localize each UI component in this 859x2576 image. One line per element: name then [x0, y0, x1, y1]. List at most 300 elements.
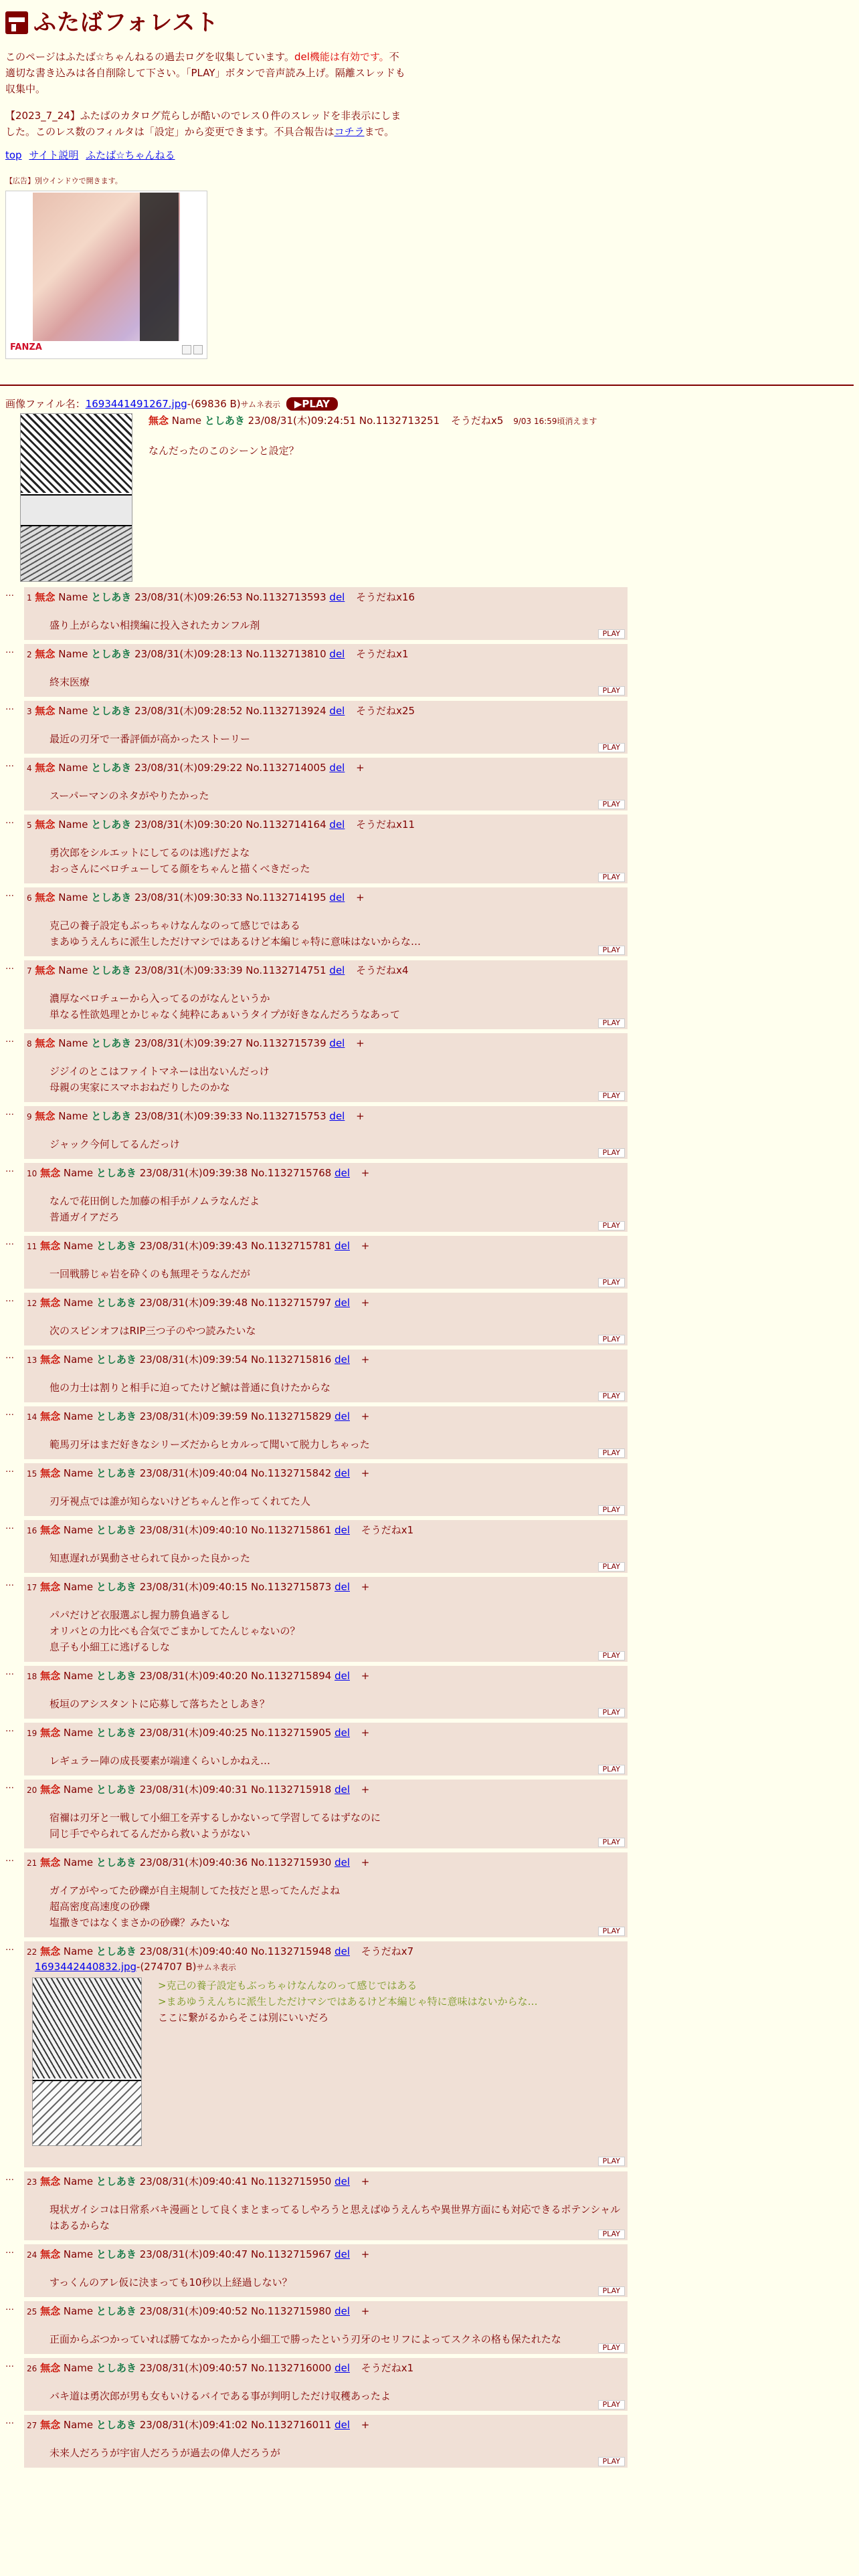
ad-close-icon[interactable]	[193, 345, 203, 354]
reply-quote-line: >まあゆうえんちに派生しただけマシではあるけど本編じゃ特に意味はないからな…	[158, 1996, 538, 2008]
reply-play-button[interactable]: PLAY	[598, 2230, 625, 2239]
op-file-link[interactable]: 1693441491267.jpg	[85, 397, 187, 410]
reply-del-link[interactable]: del	[335, 2419, 350, 2432]
reply-play-button[interactable]: PLAY	[598, 1148, 625, 1158]
reply-box	[24, 1106, 628, 1159]
reply-index: 4	[27, 764, 32, 774]
reply-sodane-button[interactable]: +	[356, 762, 365, 774]
reply-indent-marker: …	[5, 1465, 14, 1475]
reply-subject: 無念	[40, 2305, 61, 2318]
reply-name: としあき	[96, 1524, 136, 1537]
reply-name: としあき	[91, 891, 132, 904]
reply-play-button[interactable]: PLAY	[598, 1708, 625, 1717]
reply-sodane-button[interactable]: +	[361, 1410, 370, 1423]
reply-text-line: 終末医療	[50, 676, 90, 689]
op-file-label: 画像ファイル名：	[5, 397, 86, 410]
reply-thumb-panel-2	[33, 2080, 141, 2146]
reply-del-link[interactable]: del	[335, 1670, 350, 1683]
reply-number: No.1132714164	[246, 819, 326, 831]
reply-name: としあき	[96, 2248, 136, 2261]
op-file-line	[5, 397, 854, 412]
reply-header	[27, 1466, 625, 1481]
reply-text-line: 現状ガイシコは日常系バキ漫画として良くまとまってるしやろうと思えばゆうえんちや異世界方面にも対応できるポテンシャルはあるからな	[50, 2204, 621, 2232]
reply-play-button[interactable]: PLAY	[598, 1335, 625, 1344]
reply-number: No.1132715781	[250, 1240, 332, 1253]
op-thumbnail[interactable]	[20, 413, 132, 582]
reply-box	[24, 1406, 628, 1459]
reply	[5, 1463, 854, 1520]
reply-play-button[interactable]: PLAY	[598, 2457, 625, 2466]
reply-thumbnail[interactable]	[32, 1977, 142, 2146]
reply-datetime: 23/08/31(木)09:39:54	[139, 1354, 248, 1366]
reply-text	[50, 2388, 625, 2404]
reply-name: としあき	[91, 591, 132, 604]
op-thumb-panel-3	[21, 525, 132, 582]
reply-header	[27, 2174, 625, 2189]
reply-text	[50, 2445, 625, 2461]
reply-number: No.1132714751	[246, 964, 326, 977]
reply-box	[24, 1666, 628, 1719]
reply-del-link[interactable]: del	[329, 964, 345, 977]
reply-text-line: 克己の養子設定もぶっちゃけなんなのって感じではある	[50, 920, 300, 932]
reply-del-link[interactable]: del	[335, 1581, 350, 1594]
reply-del-link[interactable]: del	[335, 1945, 350, 1958]
reply-subject: 無念	[40, 1354, 61, 1366]
reply-play-button[interactable]: PLAY	[598, 1651, 625, 1660]
reply-del-link[interactable]: del	[335, 1410, 350, 1423]
op-play-button[interactable]: ▶PLAY	[286, 397, 338, 411]
reply-play-button[interactable]: PLAY	[598, 1278, 625, 1287]
reply-name-label: Name	[58, 891, 88, 904]
reply-del-link[interactable]: del	[335, 2248, 350, 2261]
reply-indent-marker: …	[5, 1578, 14, 1589]
reply-number: No.1132715753	[246, 1110, 326, 1123]
reply-subject: 無念	[35, 648, 56, 661]
reply-indent-marker: …	[5, 2416, 14, 2427]
reply-sodane-button[interactable]: +	[361, 2248, 370, 2261]
reply-del-link[interactable]: del	[329, 1037, 345, 1050]
reply-sodane-button[interactable]: そうだねx4	[356, 964, 409, 977]
reply-number: No.1132715797	[250, 1297, 332, 1309]
reply-box	[24, 1723, 628, 1776]
reply-box	[24, 2301, 628, 2354]
reply-text-line: レギュラー陣の成長要素が端達くらいしかねえ…	[50, 1755, 271, 1767]
reply	[5, 1577, 854, 1666]
reply-sodane-button[interactable]: +	[361, 1297, 370, 1309]
nav-link-top[interactable]: top	[5, 148, 22, 161]
reply-del-link[interactable]: del	[335, 1856, 350, 1869]
reply-index: 12	[27, 1299, 37, 1309]
reply-play-button[interactable]: PLAY	[598, 1221, 625, 1230]
reply-number: No.1132715739	[246, 1037, 326, 1050]
reply	[5, 587, 854, 644]
reply-list	[5, 587, 854, 2472]
reply-index: 20	[27, 1786, 37, 1796]
reply-name: としあき	[91, 1037, 132, 1050]
reply-index: 3	[27, 707, 32, 717]
reply-sodane-button[interactable]: そうだねx11	[356, 819, 415, 831]
op-name: としあき	[204, 415, 245, 427]
reply-name-label: Name	[58, 1110, 88, 1123]
reply-index: 21	[27, 1858, 37, 1868]
reply-number: No.1132715894	[250, 1670, 332, 1683]
reply-sodane-button[interactable]: +	[356, 1037, 365, 1050]
reply	[5, 887, 854, 960]
reply-index: 16	[27, 1526, 37, 1536]
reply-text-line: ジャック今何してるんだっけ	[50, 1138, 180, 1151]
reply-name: としあき	[96, 1856, 136, 1869]
reply-del-link[interactable]: del	[335, 1240, 350, 1253]
reply-indent-marker: …	[5, 1237, 14, 1248]
reply-name: としあき	[96, 2305, 136, 2318]
reply-sodane-button[interactable]: そうだねx1	[361, 2362, 414, 2375]
op-sodane-button[interactable]: そうだねx5	[451, 415, 504, 427]
reply-text	[50, 1266, 625, 1282]
reply-del-link[interactable]: del	[335, 2305, 350, 2318]
reply-sodane-button[interactable]: +	[361, 1581, 370, 1594]
reply-indent-marker: …	[5, 1943, 14, 1953]
reply-sodane-button[interactable]: そうだねx1	[361, 1524, 414, 1537]
reply-box	[24, 587, 628, 640]
reply-datetime: 23/08/31(木)09:30:33	[134, 891, 243, 904]
reply-header	[27, 817, 625, 833]
reply-datetime: 23/08/31(木)09:40:15	[139, 1581, 248, 1594]
reply-datetime: 23/08/31(木)09:40:41	[139, 2175, 248, 2188]
reply-text	[50, 1136, 625, 1152]
reply-del-link[interactable]: del	[335, 2362, 350, 2375]
reply-number: No.1132715842	[250, 1467, 332, 1480]
reply	[5, 1780, 854, 1852]
reply-name: としあき	[96, 1297, 136, 1309]
reply-text-line: 母親の実家にスマホおねだりしたのかな	[50, 1081, 230, 1094]
reply-datetime: 23/08/31(木)09:40:04	[139, 1467, 248, 1480]
reply-play-button[interactable]: PLAY	[598, 1562, 625, 1572]
reply	[5, 2244, 854, 2301]
reply-text-line: 刃牙視点では誰が知らないけどちゃんと作ってくれてた人	[50, 1495, 311, 1508]
reply-name: としあき	[96, 1354, 136, 1366]
reply-del-link[interactable]: del	[335, 1467, 350, 1480]
reply-indent-marker: …	[5, 702, 14, 713]
reply-play-button[interactable]: PLAY	[598, 1091, 625, 1101]
reply-datetime: 23/08/31(木)09:41:02	[139, 2419, 248, 2432]
reply-indent-marker: …	[5, 1164, 14, 1175]
reply-play-button[interactable]: PLAY	[598, 1505, 625, 1515]
reply	[5, 1293, 854, 1350]
reply-sodane-button[interactable]: そうだねx16	[356, 591, 415, 604]
reply-name-label: Name	[63, 1410, 94, 1423]
op-body	[149, 413, 597, 582]
reply-datetime: 23/08/31(木)09:40:36	[139, 1856, 248, 1869]
reply-name-label: Name	[63, 1240, 94, 1253]
reply-sodane-button[interactable]: +	[361, 2305, 370, 2318]
reply-number: No.1132716000	[250, 2362, 332, 2375]
reply-name-label: Name	[63, 1167, 94, 1180]
reply-sodane-button[interactable]: そうだねx7	[361, 1945, 414, 1958]
reply-text-line: 次のスピンオフはRIP三つ子のやつ読みたいな	[50, 1325, 256, 1337]
intro-text-1-red: del機能は有効です。	[294, 50, 389, 63]
reply-play-button[interactable]: PLAY	[598, 2286, 625, 2296]
reply-name: としあき	[91, 762, 132, 774]
reply-name: としあき	[96, 1784, 136, 1796]
reply-thumb-panel-1	[33, 1978, 141, 2078]
reply-header	[27, 1669, 625, 1684]
reply-number: No.1132714195	[246, 891, 326, 904]
reply-index: 10	[27, 1169, 37, 1179]
reply-text-line: 板垣のアシスタントに応募して落ちたとしあき？	[50, 1698, 270, 1711]
reply-play-button[interactable]: PLAY	[598, 1018, 625, 1028]
reply-header	[27, 1166, 625, 1181]
reply	[5, 1236, 854, 1293]
reply-indent-marker: …	[5, 816, 14, 827]
reply-del-link[interactable]: del	[335, 2175, 350, 2188]
reply-subject: 無念	[35, 762, 56, 774]
reply-number: No.1132715950	[250, 2175, 332, 2188]
reply-subject: 無念	[35, 891, 56, 904]
reply-subject: 無念	[40, 1856, 61, 1869]
reply-subject: 無念	[40, 1581, 61, 1594]
reply-subject: 無念	[35, 1110, 56, 1123]
reply-del-link[interactable]: del	[329, 762, 345, 774]
reply-text	[50, 1607, 625, 1655]
ad-image-band	[140, 193, 179, 341]
reply-indent-marker: …	[5, 889, 14, 899]
reply-text-line: 他の力士は割りと相手に迫ってたけど鯱は普通に負けたからな	[50, 1382, 331, 1394]
reply-file-link[interactable]: 1693442440832.jpg	[35, 1961, 137, 1973]
reply-name-label: Name	[63, 2175, 94, 2188]
reply-del-link[interactable]: del	[335, 1354, 350, 1366]
site-header	[5, 5, 854, 41]
reply-datetime: 23/08/31(木)09:39:43	[139, 1240, 248, 1253]
reply	[5, 1520, 854, 1577]
reply-text-line: まあゆうえんちに派生しただけマシではあるけど本編じゃ特に意味はないからな…	[50, 936, 421, 948]
reply-header	[27, 890, 625, 905]
reply-del-link[interactable]: del	[329, 705, 345, 718]
reply-text	[50, 1193, 625, 1225]
reply-text-line: 普通ガイアだろ	[50, 1211, 120, 1224]
reply-play-button[interactable]: PLAY	[598, 629, 625, 639]
reply-header	[27, 760, 625, 776]
reply-name-label: Name	[58, 648, 88, 661]
reply-index: 27	[27, 2421, 37, 2431]
reply-sodane-button[interactable]: +	[361, 1784, 370, 1796]
reply-text-line: パパだけど衣服選ぶし握力勝負過ぎるし	[50, 1609, 231, 1622]
reply-box	[24, 1163, 628, 1232]
reply-box	[24, 1033, 628, 1102]
reply-index: 2	[27, 650, 32, 660]
reply-del-link[interactable]: del	[335, 1784, 350, 1796]
reply-name: としあき	[96, 1581, 136, 1594]
reply-play-button[interactable]: PLAY	[598, 2157, 625, 2166]
reply-header	[27, 2361, 625, 2376]
reply-datetime: 23/08/31(木)09:28:52	[134, 705, 243, 718]
reply-name: としあき	[96, 1727, 136, 1739]
reply	[5, 1350, 854, 1406]
reply-text-line: 範馬刃牙はまだ好きなシリーズだからヒカルって聞いて脱力しちゃった	[50, 1438, 370, 1451]
reply-sodane-button[interactable]: そうだねx25	[356, 705, 415, 718]
reply-text-line: 宿禰は刃牙と一戦して小細工を弄するしかないって学習してるはずなのに	[50, 1812, 381, 1824]
reply-text	[50, 1753, 625, 1769]
reply-play-button[interactable]: PLAY	[598, 1838, 625, 1847]
reply-indent-marker: …	[5, 1781, 14, 1792]
reply-name-label: Name	[63, 1784, 94, 1796]
reply-text	[50, 617, 625, 633]
reply-index: 19	[27, 1729, 37, 1739]
reply-del-link[interactable]: del	[329, 819, 345, 831]
reply-text-line: バキ道は勇次郎が男も女もいけるバイである事が判明しただけ収穫あったよ	[50, 2390, 391, 2403]
reply-name: としあき	[96, 2175, 136, 2188]
reply-del-link[interactable]: del	[335, 1167, 350, 1180]
reply-name-label: Name	[58, 1037, 88, 1050]
reply-play-button[interactable]: PLAY	[598, 2400, 625, 2409]
reply-number: No.1132715816	[250, 1354, 332, 1366]
reply-number: No.1132715861	[250, 1524, 332, 1537]
reply-number: No.1132715980	[250, 2305, 332, 2318]
reply-index: 7	[27, 966, 32, 976]
reply-play-button[interactable]: PLAY	[598, 800, 625, 809]
reply-indent-marker: …	[5, 1667, 14, 1678]
reply-name-label: Name	[58, 964, 88, 977]
reply-subject: 無念	[35, 819, 56, 831]
op-play-label: PLAY	[302, 398, 330, 411]
reply-sodane-button[interactable]: +	[361, 1240, 370, 1253]
reply-play-button[interactable]: PLAY	[598, 2343, 625, 2353]
reply-datetime: 23/08/31(木)09:28:13	[134, 648, 243, 661]
reply-datetime: 23/08/31(木)09:39:33	[134, 1110, 243, 1123]
reply-subject: 無念	[40, 1784, 61, 1796]
reply	[5, 815, 854, 887]
reply-name-label: Name	[63, 2248, 94, 2261]
reply-text-line: 知恵遅れが異動させられて良かった良かった	[50, 1552, 251, 1565]
reply-name: としあき	[96, 2362, 136, 2375]
reply-sodane-button[interactable]: +	[361, 1670, 370, 1683]
reply	[5, 1666, 854, 1723]
reply-subject: 無念	[35, 705, 56, 718]
reply-del-link[interactable]: del	[329, 891, 345, 904]
reply-text-line: 息子も小細工に逃げるしな	[50, 1641, 171, 1654]
reply-sodane-button[interactable]: +	[361, 1727, 370, 1739]
reply-index: 6	[27, 893, 32, 903]
reply-sodane-button[interactable]: そうだねx1	[356, 648, 409, 661]
reply-box	[24, 2358, 628, 2411]
op-subject: 無念	[149, 415, 169, 427]
reply-sodane-button[interactable]: +	[361, 1354, 370, 1366]
reply-del-link[interactable]: del	[329, 1110, 345, 1123]
reply-index: 9	[27, 1112, 32, 1122]
reply-name-label: Name	[63, 1945, 94, 1958]
reply-header	[27, 1352, 625, 1368]
reply-name: としあき	[91, 705, 132, 718]
reply-play-button[interactable]: PLAY	[598, 1765, 625, 1774]
reply-header	[27, 1036, 625, 1051]
reply-number: No.1132716011	[250, 2419, 332, 2432]
reply-name-label: Name	[63, 2419, 94, 2432]
reply-indent-marker: …	[5, 759, 14, 770]
reply-index: 23	[27, 2177, 37, 2187]
reply-text	[50, 845, 625, 877]
nav-link-futaba[interactable]: ふたば☆ちゃんねる	[86, 148, 175, 161]
reply-play-button[interactable]: PLAY	[598, 686, 625, 695]
reply-sodane-button[interactable]: +	[361, 1467, 370, 1480]
reply-indent-marker: …	[5, 1521, 14, 1532]
nav-link-about[interactable]: サイト説明	[29, 148, 79, 161]
ad-info-icon[interactable]	[182, 345, 191, 354]
reply-header	[27, 1409, 625, 1424]
reply-sodane-button[interactable]: +	[356, 1110, 365, 1123]
reply-play-button[interactable]: PLAY	[598, 873, 625, 882]
reply-box	[24, 2415, 628, 2468]
reply-image-row	[27, 1977, 625, 2146]
reply-text-line: ここに繋がるからそこは別にいいだろ	[158, 2012, 329, 2024]
reply-header	[27, 1580, 625, 1595]
reply-index: 14	[27, 1412, 37, 1422]
op-thumb-panel-2	[21, 494, 132, 525]
reply-indent-marker: …	[5, 1351, 14, 1362]
reply-text-line: 単なる性欲処理とかじゃなく純粋にあぁいうタイプが好きなんだろうなあって	[50, 1008, 400, 1021]
reply-play-button[interactable]: PLAY	[598, 1927, 625, 1936]
reply-name-label: Name	[58, 762, 88, 774]
reply-index: 26	[27, 2364, 37, 2374]
reply-number: No.1132713810	[246, 648, 326, 661]
reply-number: No.1132715930	[250, 1856, 332, 1869]
reply-number: No.1132713924	[246, 705, 326, 718]
reply-play-button[interactable]: PLAY	[598, 1392, 625, 1401]
reply-datetime: 23/08/31(木)09:40:57	[139, 2362, 248, 2375]
reply-name: としあき	[96, 2419, 136, 2432]
reply-del-link[interactable]: del	[335, 1297, 350, 1309]
reply-text-line: スーパーマンのネタがやりたかった	[50, 790, 209, 802]
op-number: No.1132713251	[359, 415, 440, 427]
reply-sodane-button[interactable]: +	[361, 1856, 370, 1869]
reply-del-link[interactable]: del	[335, 1727, 350, 1739]
top-nav	[5, 148, 854, 163]
reply-text-line: おっさんにベロチューしてる顔をちゃんと描くべきだった	[50, 863, 310, 875]
ad-banner[interactable]	[5, 191, 207, 359]
reply-text-line: なんで花田倒した加藤の相手がノムラなんだよ	[50, 1195, 260, 1208]
reply-play-button[interactable]: PLAY	[598, 1448, 625, 1458]
reply-subject: 無念	[40, 1410, 61, 1423]
reply-name: としあき	[96, 1167, 136, 1180]
reply-box	[24, 1852, 628, 1937]
reply-subject: 無念	[40, 2362, 61, 2375]
reply-indent-marker: …	[5, 2173, 14, 2183]
reply-sodane-button[interactable]: +	[361, 1167, 370, 1180]
reply-number: No.1132715768	[250, 1167, 332, 1180]
reply-name-label: Name	[58, 591, 88, 604]
reply-play-button[interactable]: PLAY	[598, 743, 625, 752]
reply-datetime: 23/08/31(木)09:40:52	[139, 2305, 248, 2318]
reply-name-label: Name	[63, 2362, 94, 2375]
reply-sodane-button[interactable]: +	[356, 891, 365, 904]
reply-name: としあき	[91, 819, 132, 831]
reply-sodane-button[interactable]: +	[361, 2419, 370, 2432]
reply-header	[27, 1239, 625, 1254]
reply-text-line: 未来人だろうが宇宙人だろうが過去の偉人だろうが	[50, 2447, 281, 2460]
reply-number: No.1132714005	[246, 762, 326, 774]
bug-report-link[interactable]: コチラ	[334, 125, 365, 138]
reply-del-link[interactable]: del	[329, 591, 345, 604]
reply-play-button[interactable]: PLAY	[598, 946, 625, 955]
reply-del-link[interactable]: del	[335, 1524, 350, 1537]
reply	[5, 644, 854, 701]
reply	[5, 1852, 854, 1941]
reply-text-line: 同じ手でやられてるんだから救いようがない	[50, 1828, 251, 1840]
reply-name-label: Name	[63, 1581, 94, 1594]
reply-sodane-button[interactable]: +	[361, 2175, 370, 2188]
reply	[5, 1941, 854, 2171]
reply-indent-marker: …	[5, 1294, 14, 1305]
reply-text-line: ガイアがやってた砂礫が自主規制してた技だと思ってたんだよね	[50, 1885, 341, 1897]
reply-del-link[interactable]: del	[329, 648, 345, 661]
